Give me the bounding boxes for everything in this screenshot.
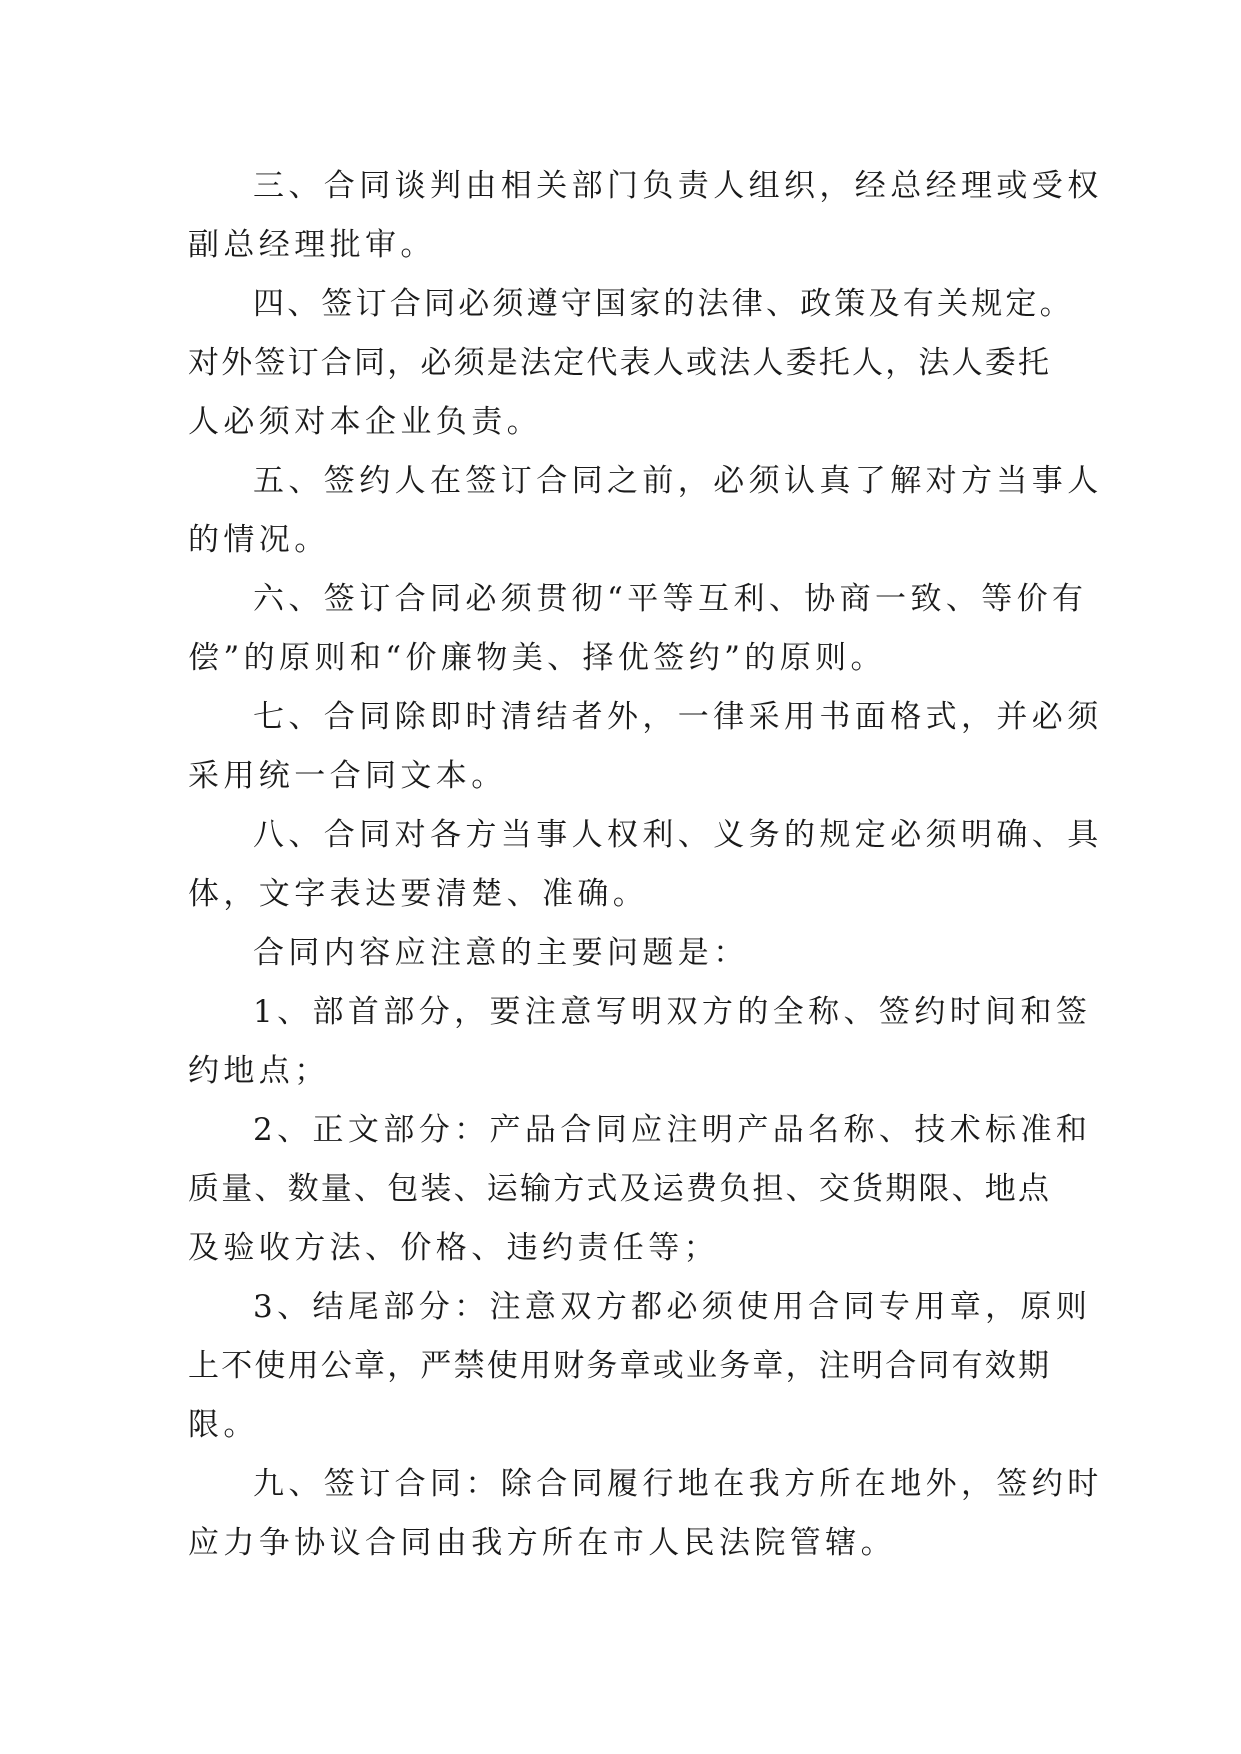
text-line: 1、部首部分，要注意写明双方的全称、签约时间和签 [253,994,1092,1030]
text-line: 四、签订合同必须遵守国家的法律、政策及有关规定。 [253,286,1074,322]
text-line: 限。 [188,1407,259,1443]
text-line: 人必须对本企业负责。 [188,404,542,440]
text-line: 九、签订合同：除合同履行地在我方所在地外，签约时 [253,1466,1103,1502]
text-line: 约地点； [188,1053,330,1089]
text-line: 副总经理批审。 [188,227,436,263]
text-line: 三、合同谈判由相关部门负责人组织，经总经理或受权 [253,168,1103,204]
text-line: 及验收方法、价格、违约责任等； [188,1230,719,1266]
text-line: 质量、数量、包装、运输方式及运费负担、交货期限、地点 [188,1171,1052,1207]
text-line: 七、合同除即时清结者外，一律采用书面格式，并必须 [253,699,1103,735]
text-line: 的情况。 [188,522,330,558]
text-line: 八、合同对各方当事人权利、义务的规定必须明确、具 [253,817,1103,853]
text-line: 采用统一合同文本。 [188,758,507,794]
text-line: 应力争协议合同由我方所在市人民法院管辖。 [188,1525,896,1561]
text-line: 上不使用公章，严禁使用财务章或业务章，注明合同有效期 [188,1348,1052,1384]
text-line: 对外签订合同，必须是法定代表人或法人委托人，法人委托 [188,345,1052,381]
text-line: 偿”的原则和“价廉物美、择优签约”的原则。 [188,640,886,676]
text-line: 五、签约人在签订合同之前，必须认真了解对方当事人 [253,463,1103,499]
text-line: 六、签订合同必须贯彻“平等互利、协商一致、等价有 [253,581,1088,617]
text-line: 2、正文部分：产品合同应注明产品名称、技术标准和 [253,1112,1092,1148]
text-line: 3、结尾部分：注意双方都必须使用合同专用章，原则 [253,1289,1092,1325]
text-line: 体，文字表达要清楚、准确。 [188,876,649,912]
text-line: 合同内容应注意的主要问题是： [253,935,749,971]
